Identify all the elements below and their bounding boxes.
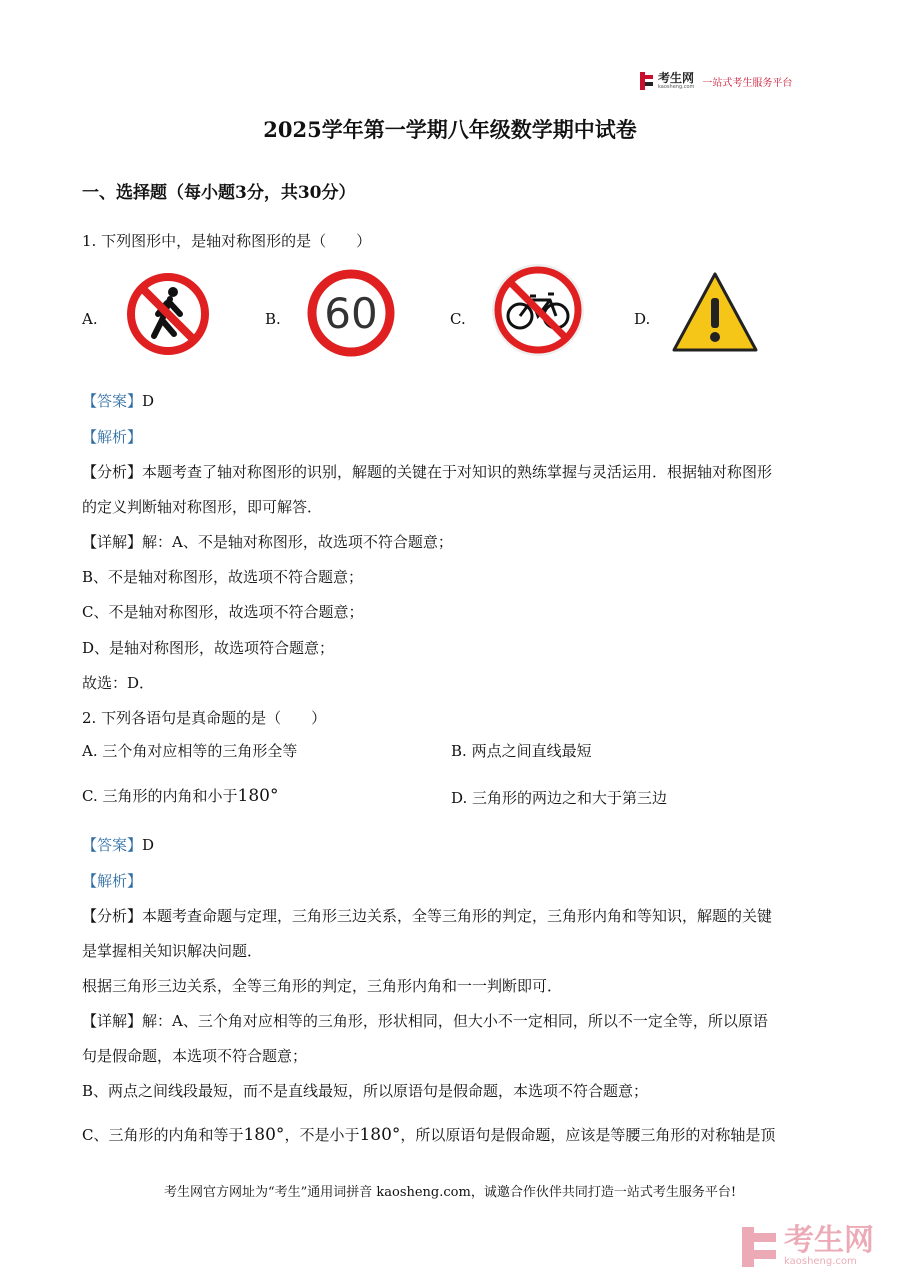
q2-option-c xyxy=(82,785,278,806)
logo-domain: kaosheng.com xyxy=(658,83,695,90)
option-text: 三角形的内角和小于 xyxy=(102,787,238,805)
text-part: C、三角形的内角和等于 xyxy=(82,1126,244,1144)
option-math: 180° xyxy=(237,786,279,806)
page-footer: 考生网官方网址为“考生”通用词拼音 kaosheng.com，诚邀合作伙伴共同打造一站式考生服务平台! xyxy=(163,1185,737,1200)
q1-analysis-line: 的定义判断轴对称图形，即可解答． xyxy=(82,498,323,516)
q1-analysis-line: 【分析】本题考查了轴对称图形的识别，解题的关键在于对知识的熟练掌握与灵活运用．根据轴对称图形 xyxy=(82,463,773,481)
logo-slogan: 一站式考生服务平台 xyxy=(702,77,793,89)
header-logo xyxy=(640,72,792,90)
option-letter: D. xyxy=(451,789,468,807)
q2-answer xyxy=(82,834,154,855)
answer-label: 【答案】 xyxy=(82,392,143,410)
q2-analysis-line: 【详解】解：A、三个角对应相等的三角形，形状相同，但大小不一定相同，所以不一定全等，所以原语 xyxy=(82,1012,768,1030)
answer-value: D xyxy=(142,392,155,410)
q2-option-d xyxy=(451,787,667,808)
q2-analysis-line: 句是假命题，本选项不符合题意； xyxy=(82,1047,308,1065)
option-letter: A. xyxy=(82,742,98,760)
q2-option-b xyxy=(451,740,592,761)
q2-analysis-line: 【分析】本题考查命题与定理，三角形三边关系，全等三角形的判定，三角形内角和等知识，解题的关键 xyxy=(82,907,773,925)
option-letter: C. xyxy=(82,787,98,805)
no-bicycle-sign-icon xyxy=(488,262,588,362)
q1-stem: 1. 下列图形中，是轴对称图形的是（ ） xyxy=(82,232,372,250)
q2-stem: 2. 下列各语句是真命题的是（ ） xyxy=(82,709,327,727)
q2-analysis-line: 根据三角形三边关系，全等三角形的判定，三角形内角和一一判断即可． xyxy=(82,977,563,995)
q2-analysis-line xyxy=(82,1124,775,1145)
page-title: 2025学年第一学期八年级数学期中试卷 xyxy=(263,117,637,142)
text-part: ，不是小于 xyxy=(284,1126,360,1144)
answer-value: D xyxy=(142,836,155,854)
warning-triangle-sign-icon xyxy=(670,270,760,358)
q1-option-d-letter: D. xyxy=(634,310,651,328)
q2-analysis-label: 【解析】 xyxy=(82,872,143,890)
watermark-name: 考生网 xyxy=(784,1223,874,1258)
q1-option-b-letter: B. xyxy=(265,310,281,328)
section-heading: 一、选择题（每小题3分，共30分） xyxy=(82,183,356,203)
answer-label: 【答案】 xyxy=(82,836,143,854)
speed-limit-sign-icon xyxy=(304,266,398,364)
logo-name: 考生网 xyxy=(658,70,695,85)
option-text: 两点之间直线最短 xyxy=(471,742,592,760)
option-text: 三个角对应相等的三角形全等 xyxy=(102,742,298,760)
math-value: 180° xyxy=(359,1125,401,1145)
q1-analysis-label: 【解析】 xyxy=(82,428,143,446)
q1-analysis-line: 故选：D． xyxy=(82,674,155,692)
watermark-logo xyxy=(742,1223,874,1267)
q1-analysis-line: D、是轴对称图形，故选项符合题意； xyxy=(82,639,335,657)
q1-answer xyxy=(82,390,154,411)
watermark-domain: kaosheng.com xyxy=(784,1256,857,1267)
q2-analysis-line: 是掌握相关知识解决问题． xyxy=(82,942,263,960)
math-value: 180° xyxy=(243,1125,285,1145)
watermark-mark-icon xyxy=(742,1227,778,1267)
option-text: 三角形的两边之和大于第三边 xyxy=(472,789,668,807)
speed-limit-value: 60 xyxy=(324,289,378,338)
option-letter: B. xyxy=(451,742,467,760)
q1-analysis-line: 【详解】解：A、不是轴对称图形，故选项不符合题意； xyxy=(82,533,453,551)
logo-mark-icon xyxy=(640,72,654,90)
q1-option-c-letter: C. xyxy=(450,310,466,328)
q1-analysis-line: C、不是轴对称图形，故选项不符合题意； xyxy=(82,603,364,621)
q2-option-a xyxy=(82,740,297,761)
q1-analysis-line: B、不是轴对称图形，故选项不符合题意； xyxy=(82,568,364,586)
q1-option-a-letter: A. xyxy=(82,310,98,328)
text-part: ，所以原语句是假命题，应该是等腰三角形的对称轴是顶 xyxy=(400,1126,776,1144)
q2-analysis-line: B、两点之间线段最短，而不是直线最短，所以原语句是假命题，本选项不符合题意； xyxy=(82,1082,649,1100)
no-pedestrian-sign-icon xyxy=(122,268,214,364)
